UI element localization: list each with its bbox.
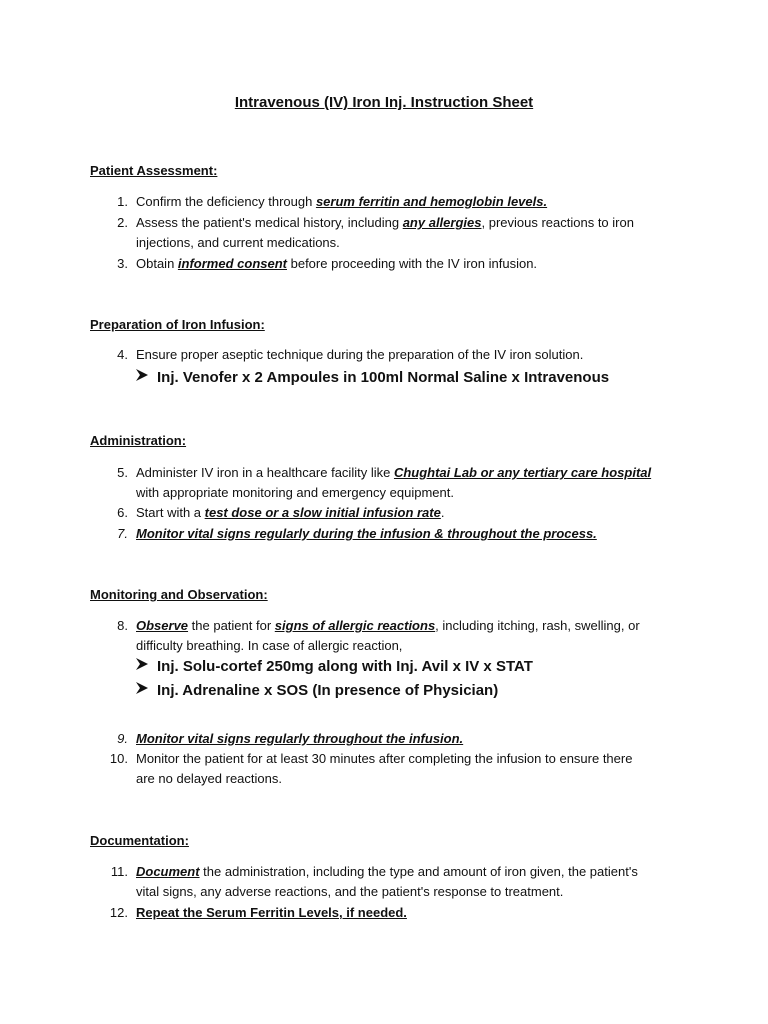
item-text-plain: Monitor the patient for at least 30 minutes after completing the infusion to ensure there: [136, 751, 633, 766]
bullet-text: Inj. Venofer x 2 Ampoules in 100ml Normal Saline x Intravenous: [157, 369, 610, 386]
arrowhead-bullet-icon: [135, 681, 157, 699]
item-text-plain: the patient for: [188, 618, 275, 633]
item-text: [136, 862, 684, 902]
item-number: 7.: [117, 526, 128, 541]
item-text: [136, 729, 684, 749]
item-text-line2: difficulty breathing. In case of allergic reaction,: [136, 638, 403, 653]
section-heading-patient-assessment: Patient Assessment:: [90, 163, 218, 178]
item-text: [136, 254, 684, 274]
item-text-plain: .: [440, 505, 445, 520]
bullet-text: Inj. Adrenaline x SOS (In presence of Physician): [157, 682, 499, 699]
item-text-plain: Start with a: [136, 505, 205, 520]
item-emphasis: Monitor vital signs regularly throughout the infusion.: [136, 731, 464, 746]
arrowhead-bullet-icon: [135, 368, 157, 386]
item-text: [136, 463, 684, 503]
item-text-plain: , including itching, rash, swelling, or: [435, 618, 640, 633]
item-number: 2.: [117, 215, 128, 230]
bullet-venofer: [135, 368, 609, 386]
item-emphasis: Monitor vital signs regularly during the infusion & throughout the process.: [136, 526, 597, 541]
item-number: 5.: [117, 465, 128, 480]
item-text: [136, 213, 684, 253]
item-number: 12.: [109, 905, 128, 920]
section-heading-documentation: Documentation:: [90, 833, 189, 848]
item-number: 1.: [117, 194, 128, 209]
item-emphasis: test dose or a slow initial infusion rate: [204, 505, 441, 520]
item-text-plain: Administer IV iron in a healthcare facility like: [136, 465, 394, 480]
item-bold-underline: Repeat the Serum Ferritin Levels, if needed.: [136, 905, 407, 920]
item-text: [136, 749, 684, 789]
item-number: 4.: [117, 347, 128, 362]
item-text: [136, 192, 684, 212]
section-heading-preparation: Preparation of Iron Infusion:: [90, 317, 265, 332]
item-text-line2: are no delayed reactions.: [136, 771, 282, 786]
bullet-adrenaline: [135, 681, 498, 699]
item-number: 3.: [117, 256, 128, 271]
item-number: 6.: [117, 505, 128, 520]
item-number: 11.: [110, 864, 128, 879]
item-text-line2: injections, and current medications.: [136, 235, 340, 250]
item-emphasis: Chughtai Lab or any tertiary care hospital: [393, 465, 652, 480]
section-heading-monitoring: Monitoring and Observation:: [90, 587, 268, 602]
item-emphasis: serum ferritin and hemoglobin levels.: [315, 194, 548, 209]
item-text: [136, 503, 684, 523]
arrowhead-bullet-icon: [135, 657, 157, 675]
bullet-solu-cortef: [135, 657, 533, 675]
item-emphasis: Observe: [136, 618, 189, 633]
item-number: 8.: [117, 618, 128, 633]
item-text-plain: Confirm the deficiency through: [136, 194, 316, 209]
item-text-plain: the administration, including the type and amount of iron given, the patient's: [199, 864, 638, 879]
item-emphasis: signs of allergic reactions: [274, 618, 436, 633]
item-text-plain: Assess the patient's medical history, including: [136, 215, 403, 230]
item-text: [136, 524, 684, 544]
item-number: 9.: [117, 731, 128, 746]
item-emphasis: informed consent: [177, 256, 287, 271]
item-emphasis: Document: [136, 864, 200, 879]
item-text-line2: with appropriate monitoring and emergency equipment.: [136, 485, 454, 500]
item-text-plain: Obtain: [136, 256, 178, 271]
item-text: Ensure proper aseptic technique during the preparation of the IV iron solution.: [136, 347, 584, 362]
item-text: [136, 903, 684, 923]
item-text-plain: before proceeding with the IV iron infusion.: [287, 256, 538, 271]
item-number: 10.: [109, 751, 128, 766]
item-text: [136, 616, 684, 656]
item-text-plain: , previous reactions to iron: [481, 215, 634, 230]
document-title: Intravenous (IV) Iron Inj. Instruction Sheet: [234, 94, 534, 111]
section-heading-administration: Administration:: [90, 433, 187, 448]
bullet-text: Inj. Solu-cortef 250mg along with Inj. Avil x IV x STAT: [157, 658, 533, 675]
item-text-line2: vital signs, any adverse reactions, and the patient's response to treatment.: [136, 884, 564, 899]
item-emphasis: any allergies: [402, 215, 482, 230]
